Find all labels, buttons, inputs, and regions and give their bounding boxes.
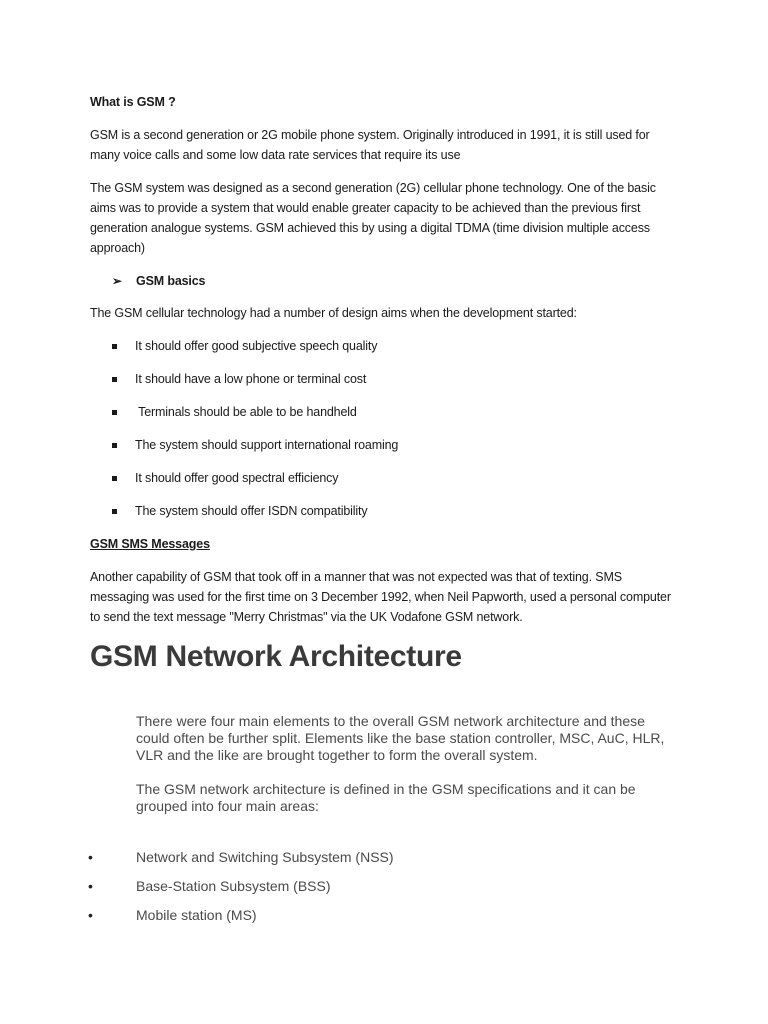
basics-heading (112, 271, 205, 291)
square-bullet-icon (112, 377, 117, 382)
sms-paragraph: Another capability of GSM that took off in a manner that was not expected was that of texting. SMS messaging was used for the first time on 3 December 1992, when Neil Papworth, used a personal computer to send the text message "Merry Christmas" via the UK Vodafone GSM network. (90, 570, 671, 624)
square-bullet-icon (112, 410, 117, 415)
design-paragraph: The GSM system was designed as a second generation (2G) cellular phone technology. One of the basic aims was to provide a system that would enable greater capacity to be achieved than the previous first generation analogue systems. GSM achieved this by using a digital TDMA (time division multiple access approach) (90, 181, 656, 255)
square-bullet-icon (112, 509, 117, 514)
list-item: The system should offer ISDN compatibility (112, 501, 398, 534)
intro-paragraph: GSM is a second generation or 2G mobile phone system. Originally introduced in 1991, it is still used for many voice calls and some low data rate services that require its use (90, 128, 650, 162)
square-bullet-icon (112, 443, 117, 448)
bullet-icon: • (88, 877, 93, 894)
list-item: • Network and Switching Subsystem (NSS) (88, 848, 394, 865)
list-item: It should offer good spectral efficiency (112, 468, 398, 501)
bullet-icon: • (88, 906, 93, 923)
list-item: • Base-Station Subsystem (BSS) (88, 877, 331, 894)
bullet-icon: • (88, 848, 93, 865)
architecture-areas-list (88, 842, 394, 929)
list-item: It should have a low phone or terminal cost (112, 369, 398, 402)
architecture-paragraph-2: The GSM network architecture is defined in the GSM specifications and it can be grouped into four main areas: (136, 781, 636, 814)
list-item: The system should support international roaming (112, 435, 398, 468)
basics-label: GSM basics (136, 274, 206, 288)
arrow-bullet-icon: ➢ (112, 274, 122, 288)
architecture-paragraph-1: There were four main elements to the overall GSM network architecture and these could often be further split. Elements like the base station controller, MSC, AuC, HLR, VLR and the like are brought together to form the overall system. (136, 713, 665, 763)
design-aims-intro: The GSM cellular technology had a number of design aims when the development started: (90, 306, 577, 320)
list-item: It should offer good subjective speech quality (112, 336, 398, 369)
list-item: • Mobile station (MS) (88, 906, 257, 923)
square-bullet-icon (112, 344, 117, 349)
list-item: Terminals should be able to be handheld (112, 402, 398, 435)
square-bullet-icon (112, 476, 117, 481)
section-title: What is GSM ? (90, 95, 176, 109)
architecture-title: GSM Network Architecture (90, 640, 462, 673)
sms-heading: GSM SMS Messages (90, 537, 210, 551)
design-aims-list (112, 336, 398, 534)
